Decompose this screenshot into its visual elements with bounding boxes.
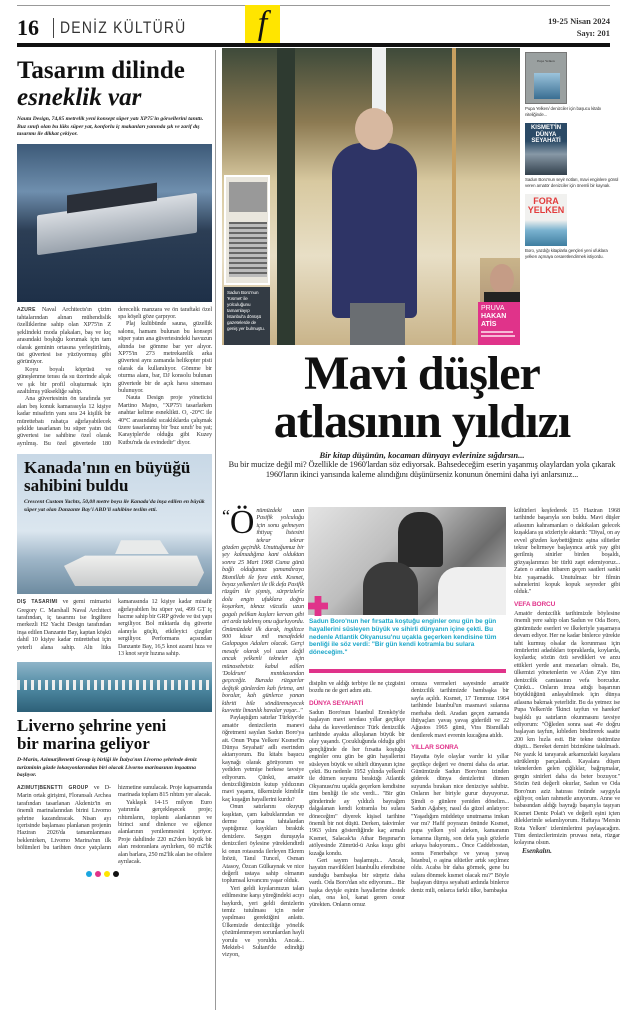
top-rule: [17, 5, 610, 6]
main-col-3: [411, 680, 509, 894]
paragraph: Onun satırlarını okuyup kaşıktan, çam kabuklarından ve derme çatma tahtalardan yaptığımız kayıkları bıraktık denizlere. Saygın duruşuyla denizcileri öylesine yüreklendirdi ki onun rotasında ilerleyen Ekrem İnözü, Tanıl Tuncel, Osman Atasoy, Özcan Gülkaynak ve nice değerli ustaya sahip olmanın toplumsal kıvancını yaşar olduk.: [222, 803, 304, 885]
paragraph: ve gemi mimarisi Gregory C. Marshall Naval Architect tarafından, iç tasarımı ise İngiltere merkezli H2 Yacht Design tarafından inşa edilen Danzante Bay, kaptan köşkü dahil 10 kişiye kadar mürettebat için yeterli alana sahip. Altı lüks kamarasında 12 kişiye kadar misafir ağırlayabilen bu süper yat, 499 GT iç hacme sahip bir GRP gövde ve üst yapı sergiliyor. Bol miktarda dış güverte alanıyla güçlü, etkileyici çizgiler sergiliyor. Performans açısından Danzante Bay, 16,5 knot azami hıza ve 13 knot seyir hızına sahip.: [17, 598, 212, 658]
liverno-title-1: Liverno şehrine yeni: [17, 716, 167, 736]
kismet-crew-photo: [308, 507, 506, 615]
pull-quote-bar: [309, 669, 506, 673]
main-col-2: [309, 680, 405, 909]
print-registration-dots: [86, 871, 212, 877]
liverno-subtitle: D-Marin, Azimut|Benetti Group iş birliği ile İtalya'nın Livorno şehrinde deniz turizminin gözde lokasyonlarından biri olacak Livorno marinasının inşaatına başlıyor.: [17, 757, 197, 779]
main-title-1: Mavi düşler: [304, 347, 540, 400]
sidebar-item: [525, 194, 620, 259]
section-heading-dunya-seyahati: DÜNYA SEYAHATİ: [309, 699, 364, 707]
book-cover-pupa-yelken: [525, 52, 567, 104]
yacht-render-image: [17, 144, 212, 302]
photo-caption: Sadun Boro'nun 'Kısmet' ile yolculuğunu tamamlayıp İstanbul'a dönüşü gazetelerde de geniş yer bulmuştu.: [224, 287, 270, 345]
author-label: PRUVA: [481, 305, 505, 312]
yellow-dot: [104, 871, 110, 877]
paragraph: Yeri geldi kıyılarımızın talan edilmesine karşı yüreğindeki acıyı haykırdı, yeri geldi denizlerin temiz tutulması için neler yapılması gerektiğini anlattı. Ülkemizde denizciliğe yönelik çözümlenmeyen sorunlardan hayli yorulu ve yoruldu. Ancak... Mekteb-i Sultani'de edindiği vizyon,: [222, 884, 304, 959]
paragraph: kültürleri keşfederek 15 Haziran 1968 tarihinde başarıyla son buldu. Mavi düşler atlasının kahramanları o dakikaları gelecek kuşaklara şu sözleriyle aktardı: "Diyal, on ay evvel gözden kaybettiğimiz aşina silüetler tekrar belirmeye başlayınca artık yay gibi gerilmiş sinirler birden boşaldı, gözyaşlarımızı bir türlü zapt edemiyoruz... Zaten o andan itibaren geçen saatleri sanki biz yaşamadık. Unutulmaz bir filmin sahnelerini kopuk kopuk seyreder gibi olduk.": [514, 507, 620, 596]
column-divider: [215, 50, 216, 1010]
paragraph: ve D-Marin ortak girişimi, Floransalı Archea tarafından tasarlanan Akdeniz'in en önemli marinalarından birini Livorno şehrine kazandıracak. Nisan ayı içerisinde başlaması planlanan projenin Haziran 2026'da tamamlanması beklenirken, Livorno Marina'nın ilk bölümleri bu tarihten önce yatçıların hizmetine sunulacak. Proje kapsamında marinada toplam 815 rıhtım yer alacak.: [17, 783, 212, 852]
paragraph: Naval Architects'ın çizim tahtalarından alınan mühendislik özelliklerine sahip olan XP75'in Z şeklindeki moda plakaları, baş ve kıç arasındaki boşluğu korumak için tam olarak geminin ortasına yerleştirilmiş, üst güvertesi ise yüzüyormuş gibi görünüyor.: [17, 305, 111, 366]
main-headline: [222, 347, 622, 448]
kanada-body: [17, 598, 212, 657]
paragraph: Ana güvertesinin ön tarafında yer alan beş konuk kamarasıyla 12 kişiye kadar misafirin yanı sıra 24 kişilik bir mürettebatı rahatça ağırlayabilecek şekilde tasarlanan bu süper yatın üst güvertesi ise sahibine özel olarak ayrılmış. Bu özel güvertede 180 derecelik manzara ve ön taraftaki özel spa köşeli göze çarpıyor.: [17, 305, 212, 447]
book-title: Pupa Yelken: [537, 59, 555, 63]
paragraph: Yaklaşık 14-15 milyon Euro yatırımla gerçekleşecek proje; rıhtımların, toplantı alanlarının ve birinci sınıf dinlence ve eğlence alanlarının yenilenmesini içeriyor. Proje dahilinde 220 m2'den büyük bir alan restoranlara ayrılırken, 60 m2'lik alan barlara, 250 m2'lik alan ise ofislere ayrılacak.: [118, 798, 212, 866]
logo-letter: f: [257, 5, 268, 42]
header-rule: [17, 43, 610, 47]
page-number: 16: [17, 15, 39, 40]
author-photo: [480, 258, 520, 302]
deck-text: Bu bir mucize değil mi? Özellikle de 1960'lardan söz ediyorsak. Bahsedeceğim eserin yaşanmış olaylardan yola çıkarak 1960'ların ikinci yarısında kaleme alındığını düşünürseniz konunun önemini daha iyi anlarsınız...: [228, 460, 616, 479]
black-dot: [113, 871, 119, 877]
paragraph: disiplin ve aldığı terbiye ile ne çizgisini bozdu ne de geri adım attı.: [309, 680, 405, 695]
book-cover-kismet: [525, 123, 567, 175]
tasarim-title-2: esneklik var: [17, 84, 142, 111]
sidebar-item: [525, 52, 620, 117]
marina-image: [17, 662, 212, 712]
liverno-title-2: bir marina geliyor: [17, 734, 150, 754]
dropcap: Ö: [229, 504, 255, 541]
paragraph: Sadun Boro'nun İstanbul Erenköy'de başlayan mavi sevdası yıllar geçtikçe daha da kuvvetlenince Türk denizcilik tarihinde ayakta alkışlanan büyük bir olay yaşandı. Çocukluğunda olduğu gibi gençliğinde de her fırsatta koştuğu enginler onu gün be gün hayallerini süsleyen büyük ve sihirli dünyanın içine çekti. Bu nedenle 1952 yılında yelkenli ile dümen suyunu bıraktığı Atlantik Okyanusu'nu uçakla geçerken kendisine tüm benliği ile söz verdi... "Bir gün gönderinde ay yıldızlı bayrağım dalgalanan kendi kotramla bu sulara döneceğim" diyerek kişisel tarihine önemli bir not düştü. Derken, takvimler 1963 yılını gösterdiğinde kaç armalı Kısmet, Salacak'ta Athar Beşpınar'ın atölyesinde Zümrüd-ü Anka kuşu gibi kızağa kondu.: [309, 708, 405, 857]
paragraph: Hayatta öyle olaylar vardır ki yıllar geçtikçe değeri ve önemi daha da artar. Günümüzde Sadun Boro'nun izinden giderek dünya denizlerini dümen suyunda bırakan nice denizciye sahibiz. Onların her biriyle gurur duyuyoruz. Şimdi o günlere yeniden dönelim... Sadun Ağabey, nasıl da güzel anlatıyor: "Yaşadığım müddetçe unutmama imkan var mı? Hafif poyrazın önünde Kısmet, pupa yelken yol alırken, kamaranın kenarına ilişmiş, son defa yaşlı gözlerle arkaya bakıyorum... Önce Caddebostan, sonra Fenerbahçe ve yavaş yavaş İstanbul, o aşina silüetler artık seçilmez oldu. Acaba bir daha görmek, gene bu sulara dönmek kısmet olacak mı?" Böyle başlayan dünya seyahati ardında binlerce deniz mili, onlarca farklı ülke, bambaşka: [411, 753, 509, 894]
pull-quote: Sadun Boro'nun her fırsatta koştuğu enginler onu gün be gün hayallerini süsleyen büyük ve sihirli dünyanın içine çekti. Bu nedenle Atlantik Okyanusu'nu uçakla geçerken kendisine tüm benliği ile söz verdi: "Bir gün kendi kotramla bu sulara döneceğim.": [309, 618, 497, 657]
left-column: [17, 52, 212, 877]
tasarim-body: [17, 306, 212, 448]
section-heading-vefa-borcu: VEFA BORCU: [514, 600, 556, 608]
paragraph: Plaj kulübünde sauna, güzellik salonu, hamam bulunan bu konsept süper yatın ana güvertesindeki havuzun altında ise gömme bar yer alıyor. XP75'in 273 metrekarelik arka güvertesi aynı zamanda helikopter pisti olarak da kullanılıyor. Gömme bir oturma alanı, bar, DJ konsolu bulunan güvertede bir de açık hava sineması bulunuyor.: [118, 320, 212, 394]
kanada-subtitle: Crescent Custom Yachts, 50,08 metre boyu ile Kanada'da inşa edilen en büyük süper yat olan Danzante Bay'i ABD'li sahibine teslim etti.: [24, 499, 205, 513]
logo: [245, 5, 280, 43]
signoff: Esenkalın.: [522, 846, 552, 855]
main-col-4: [514, 507, 620, 856]
tasarim-lead: AZURE: [17, 306, 36, 313]
book-caption: Pupa Yelken/ denizciler için başucu kitabı niteliğinde...: [525, 106, 602, 117]
issue-number: Sayı: 201: [576, 28, 610, 38]
magenta-dot: [95, 871, 101, 877]
cyan-dot: [86, 871, 92, 877]
section-title: DENİZ KÜLTÜRÜ: [60, 18, 187, 37]
author-name-1: HAKAN: [481, 313, 507, 320]
section-heading-yillar-sonra: YILLAR SONRA: [411, 744, 459, 752]
quote-mark: “: [222, 506, 230, 526]
author-box: [478, 302, 520, 345]
author-name-2: ATİS: [481, 321, 497, 328]
header-divider: [53, 18, 54, 38]
opening-quote: nümüzdeki uzun Pasifik yolculuğu için sonu gelmeyen ihtiyaç listesini tekrar tekrar gözden geçirdik. Unuttuğumuz bir şey kalmadığına kani olduktan sonra 25 Mart 1968 Cuma günü bağlı olduğumuz şamandıraya Bismillah ile fora ettik. Kısmet, beyaz yelkenleri ile ilk defa Pasifik rüzgârı ile şişmiş, sürprizlerle dolu engin ufuklara doğru koşarken, tıknaz vücutlu uzun gagalı pelikan kuşları kervan gibi art arda takılmış onu uğurluyordu. Önümüzdeki ilk durak, ingilizce 900 küsur mil mesafedeki Galapagos Adaları olacak. Gerçi mesafe olarak yol uzun değil ancak yelkenli tekneler için münasebetsiz kabul edilen 'Doldrum' mıntıkasından geçeceğiz. Burada rüzgarlar değişik günlerden kah fırtına, ani boralar, kah günlerce yanan kibriti bile söndüremeyecek kuvvette limanlık havalar yaşar...": [222, 507, 304, 714]
book-caption: Sadun Boro'nun seyir notları, mavi enginlere gönül veren amatör denizciler için önemli bir kaynak.: [525, 177, 619, 188]
sidebar-item: [525, 123, 620, 188]
paragraph: Amatör denizcilik tarihimizde böylesine önemli yere sahip olan Sadun ve Oda Boro, günümüzde eserleri ve ilkeleriyle yaşamaya devam ediyor. Her ne kadar binlerce yürekte taht kurmuş olsalar da korunması için ömürlerini adadıkları topraklarda, koylarda, kıyılarda; sözün özü sevdikleri ve arzu ettikleri yerde anıt mezarları olmalı. Bu, ülkemizi yönetenlerin ve A'dan Z'ye tüm denizcilik camiasının vefa borcudur. Çünkü... Onların imza attığı başarının büyüklüğünü anlayabilmek için dünya atlasına bakmak yeterlidir. Bu da yetmez ise Pupa Yelken'de 'İkinci tayfun ve hareket' başlıklı şu satırların okunmasını tavsiye ediyorum: "Öğleden sonra saat 4'e doğru başlayan tayfun, kıbleden bindirerek saatte 200 km hızla esti. Bir tekne üstümüze düştü... Bereket demiri bizimkine takılmadı. Ne yazık ki tarayarak arkamızdaki kayalara sürüklenip parçalandı. Kayalara düşen teknelerden gelen çığlıklar, bağrışmalar, gergin sinirleri daha da beter bozuyor." Sözün özü değerli okurlar, Sadun ve Oda Boro'nun aziz hatırası önünde saygıyla eğiliyor, onları rahmetle anıyorum. Anne ve babasından aldığı bayrağı başarıyla taşıyan Kısmet Deniz Polat'ı ve değerli eşini içten dileklerimle selamlıyorum. Haftaya 'Mersin Rota Yelken' izlenimlerimi paylaşacağım. Tüm denizcilerimizin pruvası neta, rüzgar kolayına olsun.: [514, 609, 620, 847]
book-cover-fora-yelken: [525, 194, 567, 246]
paragraph: Paylaştığım satırlar Türkiye'de amatör denizcilerin manevi öğretmeni sayılan Sadun Boro'ya ait. Onun 'Pupa Yelken/ Kısmet'in Dünya Seyahati' adlı eserinden aktarıyorum. Bu kitabı başucu kaynağı olarak görüyorum ve yediden yetmişe herkese tavsiye ediyorum. Çünkü, amatör denizciliğimizin kutup yıldızının mavi yaşamı, ülkemizde kimbilir kaç kuşağın hayallerini kurdu?: [222, 714, 304, 803]
paragraph: Geri sayım başlamıştı... Ancak, hayatın mavilikleri İstanbullu efendisine sunduğu bambaşka bir sürpriz daha vardı. Oda Boro'dan söz ediyorum... Bir başka deyişle eşinin hayallerine destek olan, ona kol, kanat geren cesur yürekten. Onların omuz: [309, 856, 405, 909]
kanada-title-2: sahibini buldu: [24, 476, 129, 496]
paragraph: Koyu boyalı köprüsü ve güneşlenme terası da su üzerinde alçak ve şık bir profil oluşturmak için azaltılmış yüksekliğe sahip.: [17, 365, 111, 395]
author-contact-lines: [481, 331, 513, 333]
tasarim-title-1: Tasarım dilinde: [17, 57, 185, 84]
newspaper-clippings: [224, 175, 270, 285]
book-caption: Boro, yazdığı kitaplarla gençleri yeni ufuklara yelken açmaya cesaretlendirmek istiyordu.: [525, 248, 608, 259]
tasarim-subtitle: Nauta Design, 74,85 metrelik yeni konsept süper yatı XP75'in görsellerini tanıttı. Buz sınıfı olan bu lüks süper yat, konforlu iç makanları yanında şık ve zarif dış tasarımı ile dikkat çekiyor.: [17, 116, 204, 137]
kanada-lead: DIŞ TASARIMI: [17, 599, 58, 606]
book-title: FORA YELKEN: [527, 196, 565, 216]
paragraph: omuza vermeleri sayesinde amatör denizcilik tarihimizde bambaşka bir sayfa açıldı. Kısmet, 17 Temmuz 1964 tarihinde İstanbul'un masmavi sularına merhaba dedi. Aradan geçen zamanda ihtiyaçları yavaş yavaş giderildi ve 22 Ağustos 1965 günü, Vira Bismillah denilerek mavi evrenin kucağına atıldı.: [411, 680, 509, 739]
main-col-1: [222, 504, 304, 959]
issue-date: 19-25 Nisan 2024: [548, 16, 610, 26]
book-sidebar: [525, 52, 620, 260]
kanada-box: [17, 454, 212, 594]
author-contact-lines: [481, 335, 515, 337]
deck-lead: Bir kitap düşünün, kocaman dünyayı evlerinize sığdırsın...: [319, 450, 525, 460]
paragraph: Nauta Design proje yöneticisi Martino Majno, "XP75'i tasarlarken anahtar kelime esneklikti. O, -20°C ile 40°C arasındaki sıcaklıklarda çalışmak üzere tasarlanmış bir 'buz sınıfı' bu yat; Karayipler'de olduğu gibi Kuzey Kutbu'nda da evindedir" diyor.: [118, 394, 212, 446]
superyacht-image: [24, 514, 205, 594]
book-title: KISMET'İN DÜNYA SEYAHATİ: [530, 125, 562, 145]
liverno-lead: AZIMUT|BENETTI GROUP: [17, 784, 89, 791]
dropcap-block: [222, 504, 255, 541]
liverno-body: [17, 784, 212, 865]
kanada-title-1: Kanada'nın en büyüğü: [24, 458, 191, 478]
main-title-2: atlasının yıldızı: [273, 395, 571, 448]
main-deck: [222, 450, 622, 480]
